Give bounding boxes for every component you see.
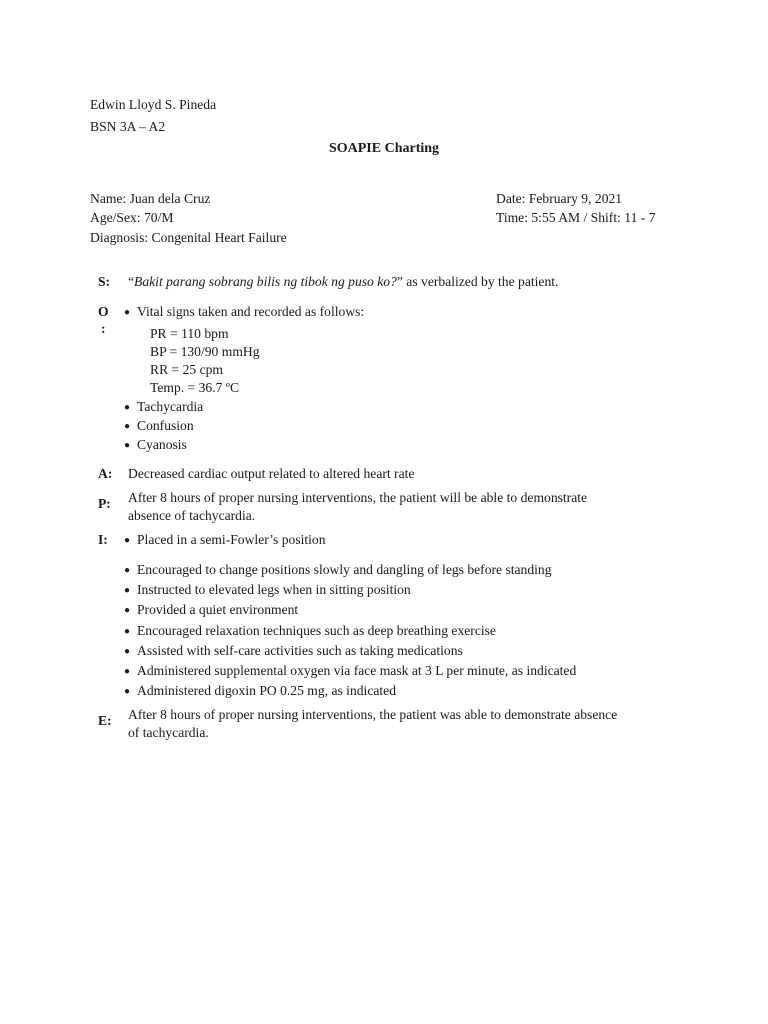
- vital-bp: BP = 130/90 mmHg: [150, 344, 260, 359]
- vital-rr: RR = 25 cpm: [150, 362, 223, 377]
- patient-quote: Bakit parang sobrang bilis ng tibok ng puso ko?: [134, 274, 397, 289]
- objective-item-text: Tachycardia: [137, 399, 204, 414]
- intervention-item-text: Provided a quiet environment: [137, 602, 299, 617]
- patient-name: Name: Juan dela Cruz: [90, 191, 211, 206]
- intervention-item-text: Encouraged to change positions slowly and dangling of legs before standing: [137, 562, 552, 577]
- vital-pr: PR = 110 bpm: [150, 326, 229, 341]
- bullet-icon: ●: [124, 686, 131, 697]
- bullet-icon: ●: [124, 421, 131, 432]
- bullet-icon: ●: [124, 402, 131, 413]
- document-title: SOAPIE Charting: [328, 141, 440, 156]
- intervention-item: [124, 622, 496, 640]
- evaluation-line-1: After 8 hours of proper nursing interventions, the patient was able to demonstrate absence: [128, 707, 618, 722]
- intervention-item-text: Administered digoxin PO 0.25 mg, as indicated: [137, 683, 397, 698]
- intervention-item: [124, 581, 411, 599]
- intervention-item: [124, 642, 463, 660]
- label-objective-colon: :: [101, 321, 106, 336]
- objective-item-text: Confusion: [137, 418, 194, 433]
- intervention-item-text: Assisted with self-care activities such as taking medications: [137, 643, 463, 658]
- subjective-text: [128, 273, 668, 290]
- bullet-icon: ●: [124, 605, 131, 616]
- bullet-icon: ●: [124, 626, 131, 637]
- evaluation-line-2: of tachycardia.: [128, 725, 209, 740]
- author-name: Edwin Lloyd S. Pineda: [90, 97, 217, 112]
- objective-item: [124, 417, 194, 435]
- objective-item: [124, 398, 203, 416]
- intervention-item-text: Administered supplemental oxygen via face mask at 3 L per minute, as indicated: [137, 663, 577, 678]
- intervention-item: [124, 601, 298, 619]
- label-planning: P:: [98, 496, 111, 511]
- intervention-item: [124, 561, 552, 579]
- objective-intro-text: Vital signs taken and recorded as follows:: [137, 304, 365, 319]
- label-assessment: A:: [98, 466, 113, 481]
- quote-open: “: [128, 274, 135, 289]
- label-intervention: I:: [98, 532, 108, 547]
- subjective-suffix: as verbalized by the patient.: [402, 274, 559, 289]
- objective-item: [124, 436, 187, 454]
- label-subjective: S:: [98, 274, 111, 289]
- intervention-item-text: Instructed to elevated legs when in sitting position: [137, 582, 411, 597]
- vital-temp: Temp. = 36.7 ºC: [150, 380, 240, 395]
- bullet-icon: ●: [124, 535, 131, 546]
- bullet-icon: ●: [124, 440, 131, 451]
- objective-item-text: Cyanosis: [137, 437, 187, 452]
- planning-line-2: absence of tachycardia.: [128, 508, 256, 523]
- label-objective: O: [98, 304, 109, 319]
- patient-diagnosis: Diagnosis: Congenital Heart Failure: [90, 230, 287, 245]
- intervention-item: [124, 531, 326, 549]
- bullet-icon: ●: [124, 565, 131, 576]
- chart-date: Date: February 9, 2021: [496, 191, 623, 206]
- label-evaluation: E:: [98, 713, 112, 728]
- objective-intro: [124, 303, 364, 321]
- planning-line-1: After 8 hours of proper nursing interventions, the patient will be able to demonstrate: [128, 490, 588, 505]
- class-section: BSN 3A – A2: [90, 119, 166, 134]
- bullet-icon: ●: [124, 585, 131, 596]
- assessment-text: Decreased cardiac output related to altered heart rate: [128, 466, 415, 481]
- patient-age-sex: Age/Sex: 70/M: [90, 210, 174, 225]
- bullet-icon: ●: [124, 666, 131, 677]
- bullet-icon: ●: [124, 646, 131, 657]
- intervention-item: [124, 662, 576, 680]
- intervention-item-text: Encouraged relaxation techniques such as deep breathing exercise: [137, 623, 496, 638]
- quote-close: ”: [396, 274, 403, 289]
- chart-time-shift: Time: 5:55 AM / Shift: 11 - 7: [496, 210, 656, 225]
- intervention-item-text: Placed in a semi-Fowler’s position: [137, 532, 326, 547]
- intervention-item: [124, 682, 396, 700]
- bullet-icon: ●: [124, 307, 131, 318]
